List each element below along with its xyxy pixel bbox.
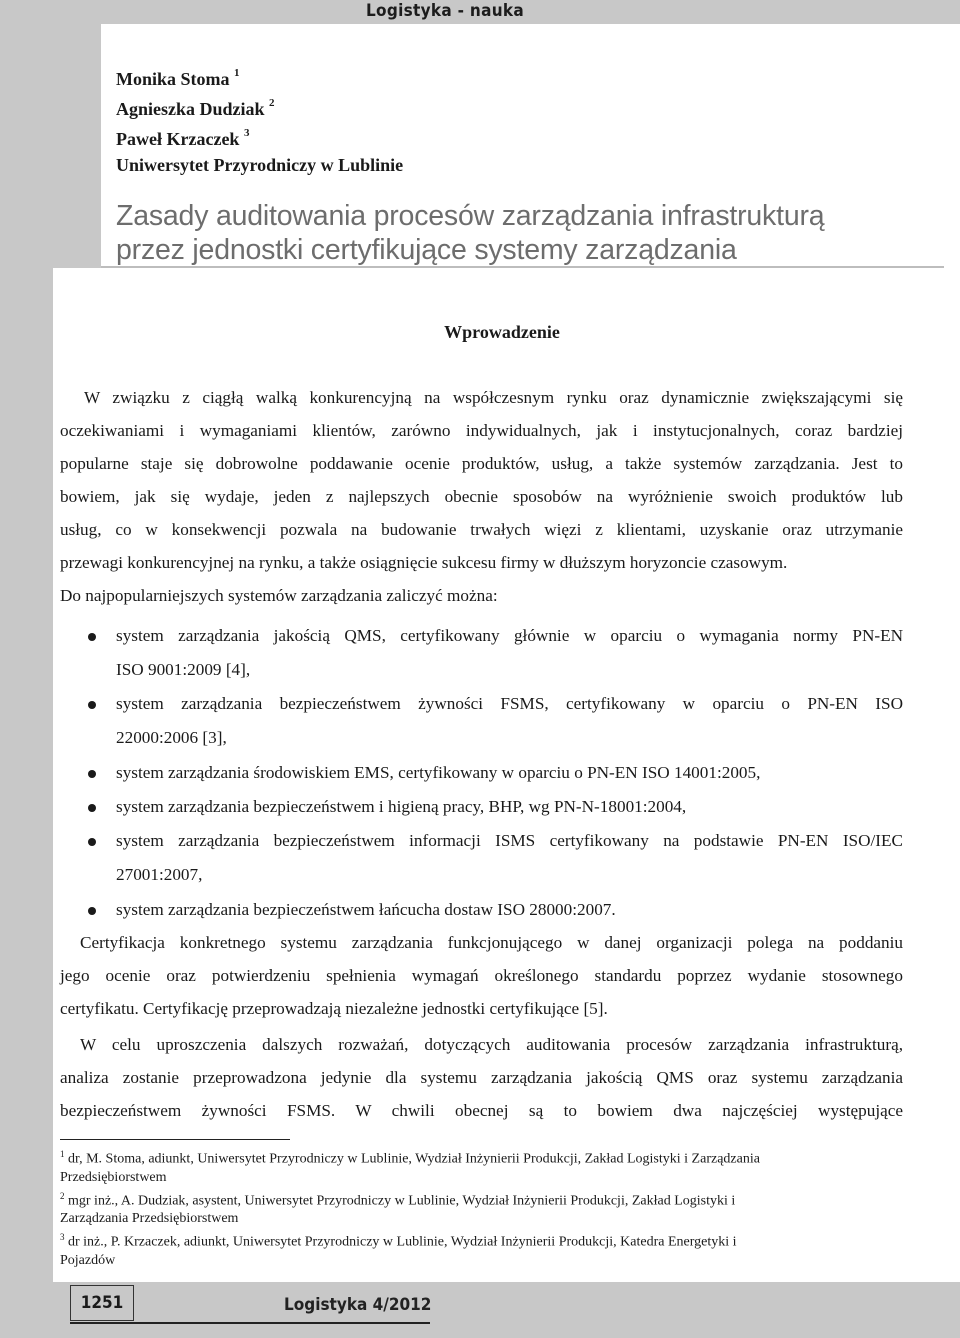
author-3: Paweł Krzaczek $^3$ [116,127,250,149]
author-block [116,62,403,178]
bullet-icon [88,804,96,812]
footnote: $^1$ dr, M. Stoma, adiunkt, Uniwersytet Przyrodniczy w Lublinie, Wydział Inżynierii Produkcji, Zakład Logistyki i Zarządzania [60,1149,760,1167]
footnote: $^3$ dr inż., P. Krzaczek, adiunkt, Uniwersytet Przyrodniczy w Lublinie, Wydział Inżynierii Produkcji, Katedra Energetyki i [60,1232,737,1250]
author-1: Monika Stoma $^1$ [116,67,240,89]
journal-name: Logistyka 4/2012 [284,1295,432,1315]
affiliation: Uniwersytet Przyrodniczy w Lublinie [116,155,404,175]
bullet-icon [88,633,96,641]
title-divider [101,266,944,268]
footnotes: $^1$ dr, M. Stoma, adiunkt, Uniwersytet Przyrodniczy w Lublinie, Wydział Inżynierii Produkcji, Zakład Logistyki i Zarządzania Przedsiębiorstwem $^2$ mgr inż., A. Dudziak, asystent, Uniwersytet Przyrodniczy w Lublinie, Wydział Inżynierii Produkcji, Zakład Logistyki i Zarządzania Przedsiębiorstwem $^3$ dr inż., P. Krzaczek, adiunkt, Uniwersytet Przyrodniczy w Lublinie, Wydział Inżynierii Produkcji, Katedra Energetyki i Pojazdów [60,1145,880,1270]
intro-paragraph: W związku z ciągłą walką konkurencyjną na współczesnym rynku oraz dynamicznie zwiększającymi się oczekiwaniami i wymaganiami klientów, zarówno indywidualnych, jak i instytucjonalnych, coraz bardziej popularne staje się dobrowolne poddawanie ocenie produktów, usług, a także systemów zarządzania. Jest to bowiem, jak się wydaje, jeden z najlepszych obecnie sposobów na wyróżnienie swoich produktów lub usług, co w konsekwencji pozwala na budowanie trwałych więzi z klientami, uzyskanie oraz utrzymanie przewagi konkurencyjnej na rynku, a także osiągnięcie sukcesu firmy w dłuższym horyzoncie czasowym. Do najpopularniejszych systemów zarządzania zaliczyć można: [60,388,903,605]
footnote-divider [60,1139,290,1140]
author-2: Agnieszka Dudziak $^2$ [116,97,275,119]
bullet-icon [88,770,96,778]
title-band [53,24,101,268]
section-heading: Wprowadzenie [444,322,560,342]
scope-paragraph: W celu uproszczenia dalszych rozważań, dotyczących auditowania procesów zarządzania infrastrukturą, analiza zostanie przeprowadzona jedynie dla systemu zarządzania jakością QMS oraz systemu zarządzania bezpieczeństwem żywności FSMS. W chwili obecnej są to bowiem dwa najczęściej występujące [60,1035,903,1120]
bullet-icon [88,701,96,709]
bullet-icon [88,907,96,915]
footnote: $^2$ mgr inż., A. Dudziak, asystent, Uniwersytet Przyrodniczy w Lublinie, Wydział Inżynierii Produkcji, Zakład Logistyki i [60,1190,736,1209]
footer-divider [70,1322,430,1324]
page-number: 1251 [70,1285,134,1321]
article-title: Zasady auditowania procesów zarządzania infrastrukturą przez jednostki certyfikujące systemy zarządzania [116,200,825,266]
running-header: Logistyka - nauka [366,1,524,21]
certification-paragraph: Certyfikacja konkretnego systemu zarządzania funkcjonującego w danej organizacji polega na poddaniu jego ocenie oraz potwierdzeniu spełnienia wymagań określonego standardu poprzez wydanie stosownego certyfikatu. Certyfikację przeprowadzają niezależne jednostki certyfikujące [5]. [60,933,903,1018]
bullet-icon [88,838,96,846]
